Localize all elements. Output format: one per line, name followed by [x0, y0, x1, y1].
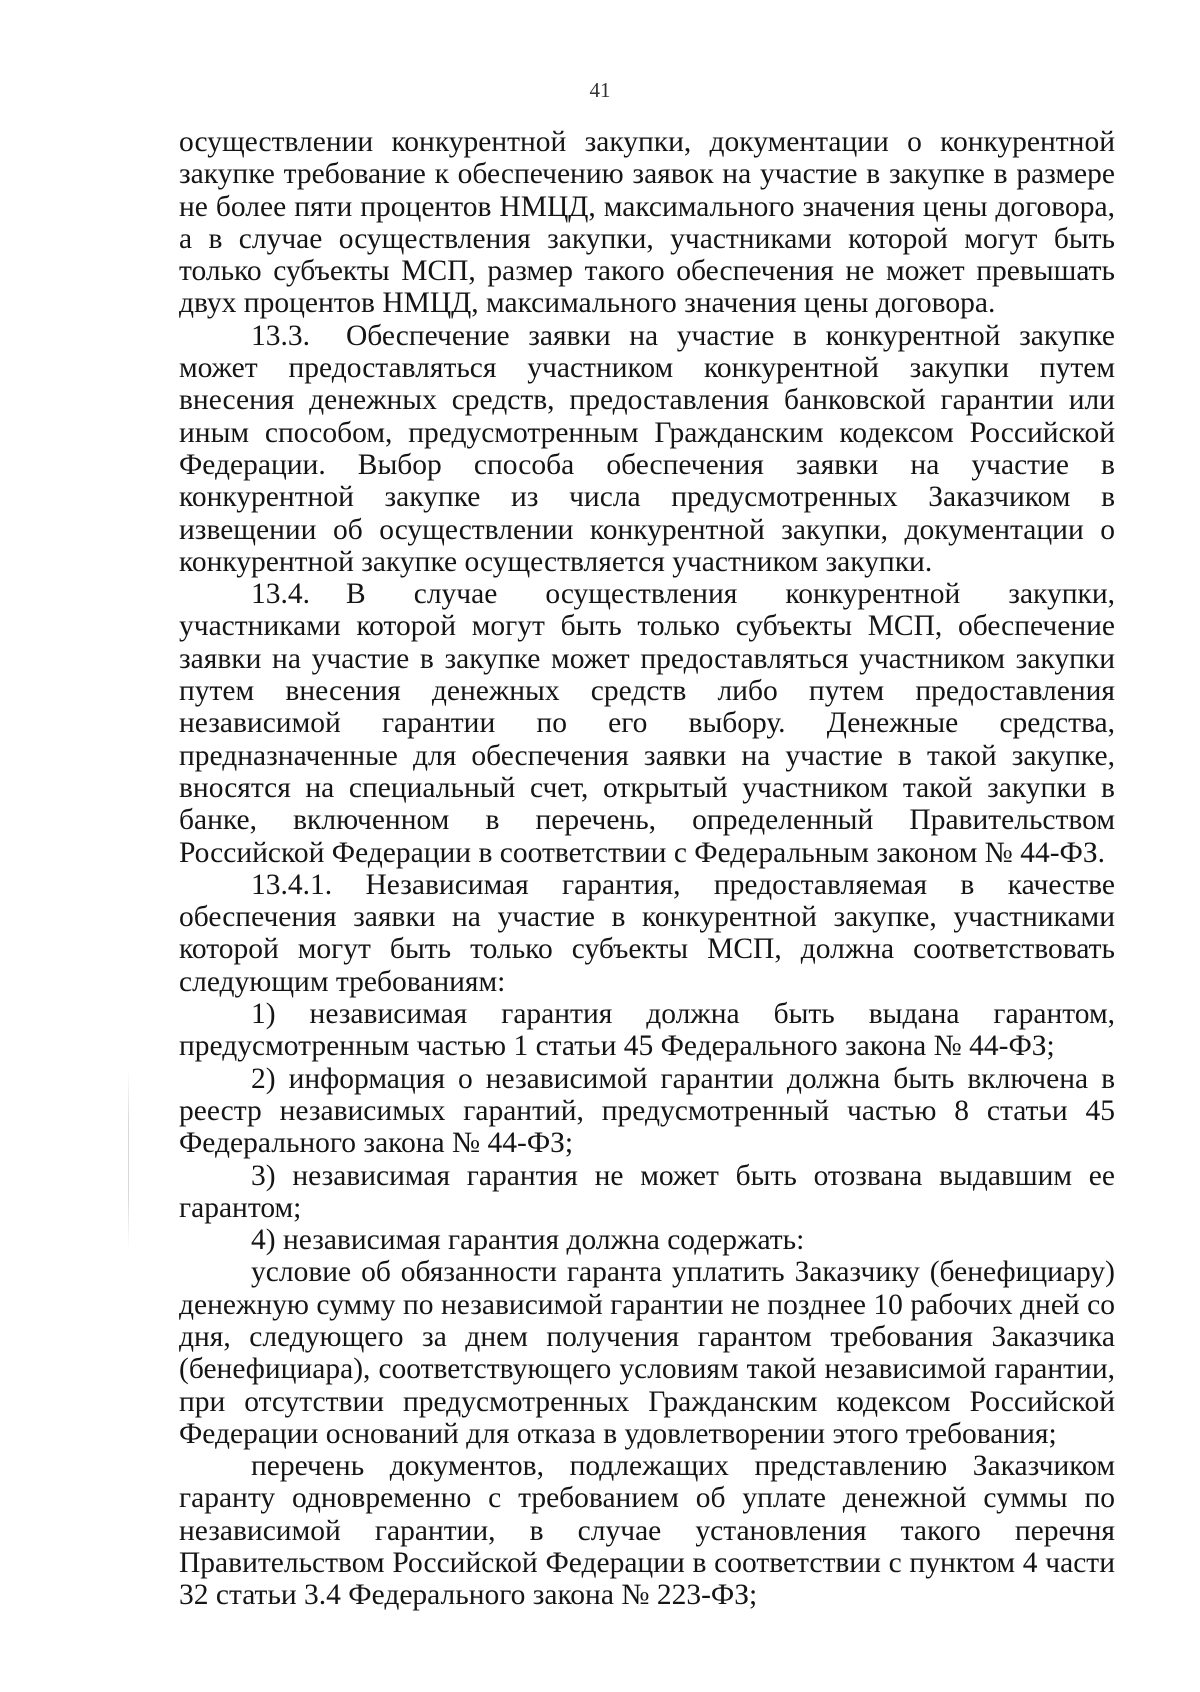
document-body	[179, 126, 1115, 1612]
paragraph-continuation: осуществлении конкурентной закупки, документации о конкурентной закупке требование к обеспечению заявок на участие в закупке в размере не более пяти процентов НМЦД, максимального значения цены договора, а в случае осуществления закупки, участниками которой могут быть только субъекты МСП, размер такого обеспечения не может превышать двух процентов НМЦД, максимального значения цены договора.	[179, 126, 1115, 320]
list-item-3: 3) независимая гарантия не может быть отозвана выдавшим ее гарантом;	[179, 1159, 1115, 1224]
paragraph-13-4-1: 13.4.1. Независимая гарантия, предоставляемая в качестве обеспечения заявки на участие в конкурентной закупке, участниками которой могут быть только субъекты МСП, должна соответствовать следующим требованиям:	[179, 868, 1115, 998]
paragraph-13-4	[179, 578, 1115, 869]
page-number: 41	[589, 78, 611, 102]
list-item-4: 4) независимая гарантия должна содержать:	[251, 1224, 805, 1257]
condition-paragraph: условие об обязанности гаранта уплатить Заказчику (бенефициару) денежную сумму по независимой гарантии не позднее 10 рабочих дней со дня, следующего за днем получения гарантом требования Заказчика (бенефициара), соответствующего условиям такой независимой гарантии, при отсутствии предусмотренных Гражданским кодексом Российской Федерации оснований для отказа в удовлетворении этого требования;	[179, 1256, 1115, 1450]
list-item-1: 1) независимая гарантия должна быть выдана гарантом, предусмотренным частью 1 статьи 45 Федерального закона № 44-ФЗ;	[179, 998, 1115, 1063]
document-list-paragraph: перечень документов, подлежащих представлению Заказчиком гаранту одновременно с требованием об уплате денежной суммы по независимой гарантии, в случае установления такого перечня Правительством Российской Федерации в соответствии с пунктом 4 части 32 статьи 3.4 Федерального закона № 223-ФЗ;	[179, 1450, 1115, 1612]
paragraph-13-3	[179, 320, 1115, 578]
paragraph-text: Обеспечение заявки на участие в конкурентной закупке может предоставляться участником конкурентной закупки путем внесения денежных средств, предоставления банковской гарантии или иным способом, предусмотренным Гражданским кодексом Российской Федерации. Выбор способа обеспечения заявки на участие в конкурентной закупке из числа предусмотренных Заказчиком в извещении об осуществлении конкурентной закупки, документации о конкурентной закупке осуществляется участником закупки.	[179, 319, 1115, 578]
list-item-2: 2) информация о независимой гарантии должна быть включена в реестр независимых гарантий, предусмотренный частью 8 статьи 45 Федерального закона № 44-ФЗ;	[179, 1062, 1115, 1160]
clause-number: 13.4.	[251, 578, 310, 611]
scan-edge-mark	[128, 1070, 129, 1250]
clause-number: 13.3.	[251, 319, 310, 352]
paragraph-text: В случае осуществления конкурентной закупки, участниками которой могут быть только субъекты МСП, обеспечение заявки на участие в закупке может предоставляться участником закупки путем внесения денежных средств либо путем предоставления независимой гарантии по его выбору. Денежные средства, предназначенные для обеспечения заявки на участие в такой закупке, вносятся на специальный счет, открытый участником такой закупки в банке, включенном в перечень, определенный Правительством Российской Федерации в соответствии с Федеральным законом № 44-ФЗ.	[179, 578, 1115, 869]
